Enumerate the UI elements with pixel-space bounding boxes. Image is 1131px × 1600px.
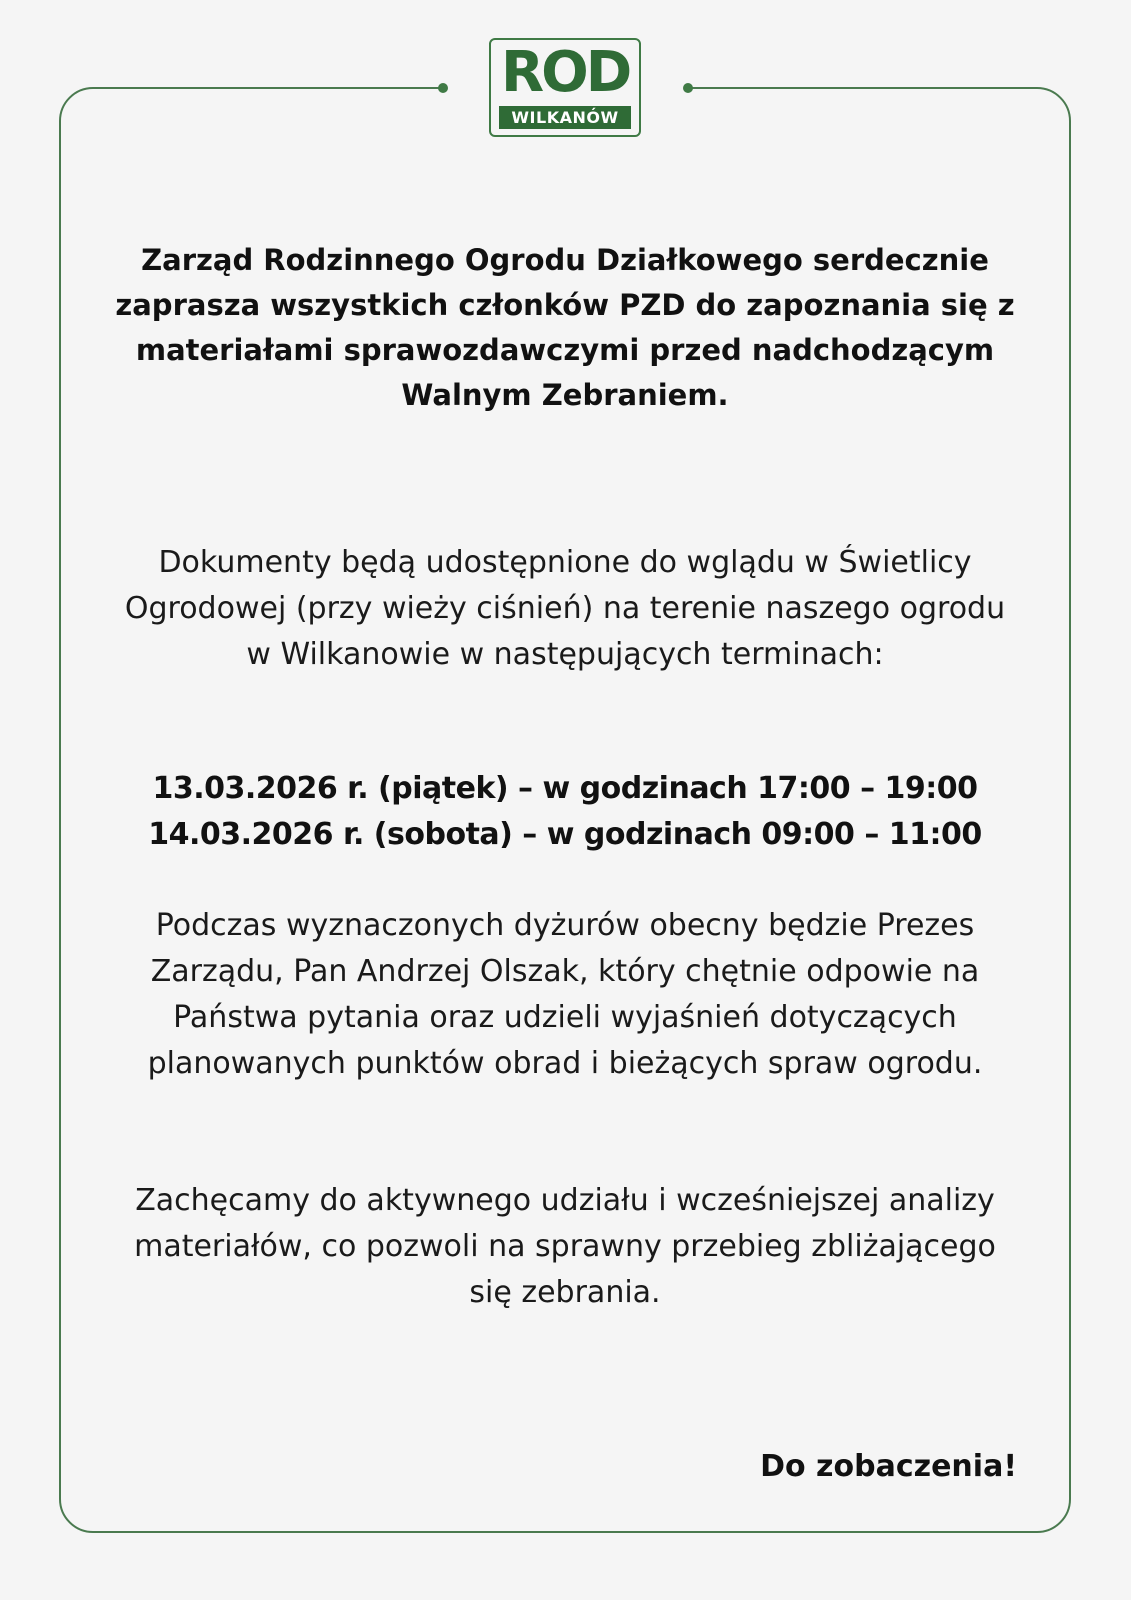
intro-invitation: Zarząd Rodzinnego Ogrodu Działkowego serdecznie zaprasza wszystkich członków PZD do zapoznania się z materiałami sprawozdawczymi przed nadchodzącym Walnym Zebraniem. bbox=[115, 243, 1015, 412]
frame-dot-right bbox=[683, 83, 693, 93]
date-line-friday: 13.03.2026 r. (piątek) – w godzinach 17:00 – 19:00 bbox=[152, 771, 978, 806]
dates-block bbox=[110, 766, 1020, 858]
logo-main-text: ROD bbox=[501, 40, 630, 105]
encourage-paragraph: Zachęcamy do aktywnego udziału i wcześniejszej analizy materiałów, co pozwoli na sprawny przebieg zbliżającego się zebrania. bbox=[134, 1183, 996, 1310]
president-paragraph: Podczas wyznaczonych dyżurów obecny będzie Prezes Zarządu, Pan Andrzej Olszak, który chętnie odpowie na Państwa pytania oraz udzieli wyjaśnień dotyczących planowanych punktów obrad i bieżących spraw ogrodu. bbox=[147, 908, 983, 1081]
closing-text: Do zobaczenia! bbox=[760, 1449, 1017, 1484]
logo-sub-text: WILKANÓW bbox=[511, 108, 619, 127]
rod-wilkanow-logo bbox=[489, 38, 641, 137]
documents-paragraph: Dokumenty będą udostępnione do wglądu w Świetlicy Ogrodowej (przy wieży ciśnień) na terenie naszego ogrodu w Wilkanowie w następujących terminach: bbox=[124, 545, 1006, 672]
date-line-saturday: 14.03.2026 r. (sobota) – w godzinach 09:00 – 11:00 bbox=[148, 817, 982, 852]
logo-sub-bar bbox=[499, 106, 631, 129]
frame-dot-left bbox=[438, 83, 448, 93]
